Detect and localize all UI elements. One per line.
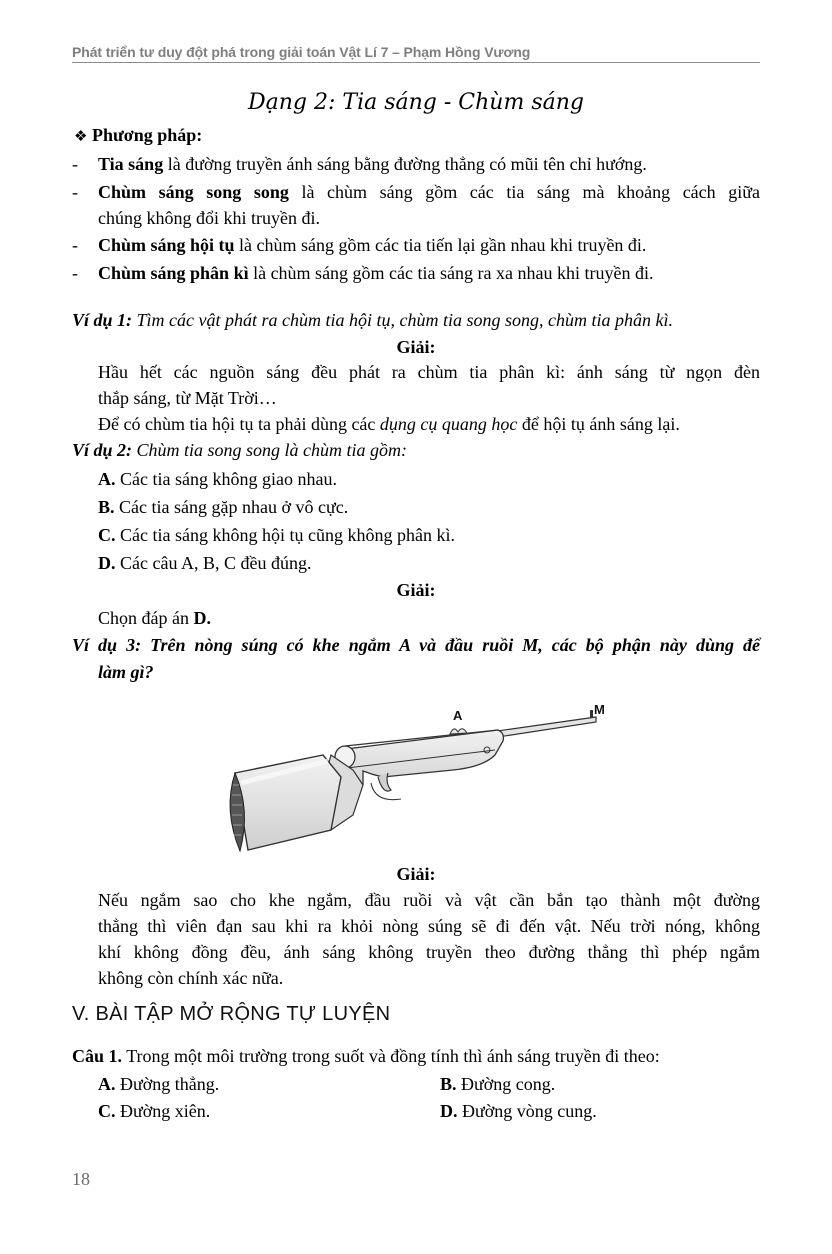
rifle-illustration [213,695,623,855]
option-text: Các tia sáng không giao nhau. [115,469,337,489]
answer-option [98,466,337,492]
method-heading-label: Phương pháp: [91,125,203,145]
answer-option [98,522,455,548]
question-text: Chùm tia song song là chùm tia gồm: [132,440,408,460]
method-item: - Chùm sáng phân kì là chùm sáng gồm các tia sáng ra xa nhau khi truyền đi. [72,263,654,283]
solution-label-text: Giải: [396,864,436,884]
answer-key: D. [193,608,211,628]
option-key: A. [98,1074,116,1094]
example-3-question [72,632,760,658]
term: Tia sáng [98,154,164,174]
example-1-answer-line: thắp sáng, từ Mặt Trời… [98,388,277,408]
term: Chùm sáng phân kì [98,263,249,283]
definition: là chùm sáng gồm các tia sáng mà khoảng cách giữa [288,182,760,202]
method-heading [74,122,202,150]
option-text: Các tia sáng không hội tụ cũng không phân kì. [115,525,455,545]
example-3-answer-line: Nếu ngắm sao cho khe ngắm, đầu ruồi và vật cần bắn tạo thành một đường [98,890,760,910]
question-text: Trong một môi trường trong suốt và đồng tính thì ánh sáng truyền đi theo: [122,1046,660,1066]
text: để hội tụ ánh sáng lại. [517,414,680,434]
solution-label [0,861,832,887]
air-rifle-figure [213,695,623,855]
question-label: Câu 1. [72,1046,123,1066]
example-1-answer-line [98,411,680,437]
option-key: C. [98,525,116,545]
option-key: D. [440,1101,458,1121]
option-text: Đường cong. [456,1074,556,1094]
page-number: 18 [72,1169,90,1189]
question-1 [72,1043,660,1069]
question-text: Trên nòng súng có khe ngắm A và đầu ruồi M, các bộ phận này dùng để [141,635,760,655]
example-label: Ví dụ 2: [72,440,133,460]
answer-option [98,494,348,520]
solution-label-text: Giải: [396,580,436,600]
label-m: M [594,702,605,717]
definition: là chùm sáng gồm các tia sáng ra xa nhau khi truyền đi. [248,263,654,283]
option-text: Đường thẳng. [115,1074,220,1094]
option-text: Đường xiên. [115,1101,211,1121]
exercises-heading: V. BÀI TẬP MỞ RỘNG TỰ LUYỆN [72,1003,391,1025]
method-item: - Chùm sáng hội tụ là chùm sáng gồm các tia tiến lại gần nhau khi truyền đi. [72,235,647,255]
option-text: Đường vòng cung. [457,1101,597,1121]
question-text: Tìm các vật phát ra chùm tia hội tụ, chùm tia song song, chùm tia phân kì. [132,310,673,330]
answer-option [98,550,311,576]
italic-term: dụng cụ quang học [379,414,518,434]
option-key: C. [98,1101,116,1121]
method-item-continuation: chúng không đổi khi truyền đi. [98,208,320,228]
term: Chùm sáng hội tụ [98,235,235,255]
example-1-question [72,307,673,333]
running-header: Phát triển tư duy đột phá trong giải toán Vật Lí 7 – Phạm Hồng Vương [72,44,760,63]
definition: là chùm sáng gồm các tia tiến lại gần nhau khi truyền đi. [234,235,647,255]
example-label: Ví dụ 1: [72,310,133,330]
solution-label [0,577,832,603]
label-a: A [453,708,463,723]
solution-label-text: Giải: [396,337,436,357]
option-text: Các tia sáng gặp nhau ở vô cực. [114,497,349,517]
answer-option [440,1098,597,1124]
section-title: Dạng 2: Tia sáng - Chùm sáng [248,90,584,115]
example-1-answer-line: Hầu hết các nguồn sáng đều phát ra chùm tia phân kì: ánh sáng từ ngọn đèn [98,362,760,382]
diamond-bullet-icon: ❖ [74,129,88,145]
definition: là đường truyền ánh sáng bằng đường thẳng có mũi tên chỉ hướng. [163,154,647,174]
example-label: Ví dụ 3: [72,635,142,655]
term: Chùm sáng song song [98,182,289,202]
option-key: B. [98,497,115,517]
example-2-answer [98,605,211,631]
example-3-answer-line: không còn chính xác nữa. [98,968,284,988]
example-2-question [72,437,407,463]
example-3-question-continuation [98,659,154,685]
answer-option [98,1071,219,1097]
method-item: - Chùm sáng song song là chùm sáng gồm các tia sáng mà khoảng cách giữa [72,182,760,202]
method-item: - Tia sáng là đường truyền ánh sáng bằng đường thẳng có mũi tên chỉ hướng. [72,154,647,174]
option-text: Các câu A, B, C đều đúng. [115,553,312,573]
text: Chọn đáp án [98,608,194,628]
option-key: A. [98,469,116,489]
answer-option [440,1071,555,1097]
option-key: B. [440,1074,457,1094]
question-text: làm gì? [98,662,154,682]
example-3-answer-line: thẳng thì viên đạn sau khi ra khỏi nòng súng sẽ đi đến vật. Nếu trời nóng, không [98,916,760,936]
solution-label [0,334,832,360]
text: Để có chùm tia hội tụ ta phải dùng các [98,414,380,434]
answer-option [98,1098,210,1124]
option-key: D. [98,553,116,573]
example-3-answer-line: khí không đồng đều, ánh sáng không truyền theo đường thẳng thì phép ngắm [98,942,760,962]
